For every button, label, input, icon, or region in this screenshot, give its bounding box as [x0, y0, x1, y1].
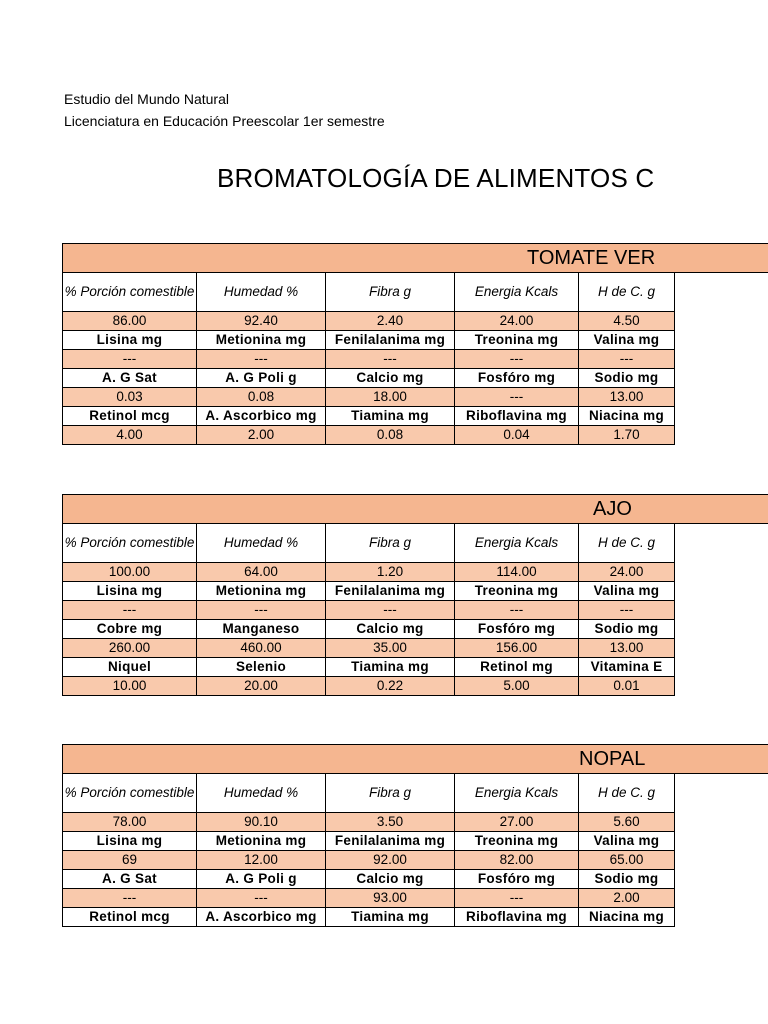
label-cell: Sodio mg — [579, 369, 675, 388]
empty-cell — [675, 851, 768, 870]
label-row — [63, 658, 768, 677]
value-cell: --- — [579, 350, 675, 369]
label-row — [63, 407, 768, 426]
value-cell: 18.00 — [326, 388, 455, 407]
value-cell: 260.00 — [63, 639, 197, 658]
value-cell: 65.00 — [579, 851, 675, 870]
label-cell: Selenio — [197, 658, 326, 677]
label-cell: % Porción comestible — [63, 774, 197, 813]
empty-cell — [675, 601, 768, 620]
label-row — [63, 331, 768, 350]
empty-cell — [675, 524, 768, 563]
value-cell: 2.00 — [579, 889, 675, 908]
value-row — [63, 312, 768, 331]
empty-cell — [675, 908, 768, 927]
label-cell: Cobre mg — [63, 620, 197, 639]
label-cell: Calcio mg — [326, 870, 455, 889]
value-cell: --- — [455, 350, 579, 369]
label-cell: Metionina mg — [197, 832, 326, 851]
value-cell: 0.03 — [63, 388, 197, 407]
label-cell: Fenilalanima mg — [326, 832, 455, 851]
label-cell: Fosfóro mg — [455, 620, 579, 639]
label-row — [63, 369, 768, 388]
label-cell: A. Ascorbico mg — [197, 407, 326, 426]
label-cell: Riboflavina mg — [455, 908, 579, 927]
label-row — [63, 908, 768, 927]
label-cell: % Porción comestible — [63, 524, 197, 563]
label-cell: Treonina mg — [455, 582, 579, 601]
value-row — [63, 639, 768, 658]
label-cell: Treonina mg — [455, 331, 579, 350]
value-cell: 82.00 — [455, 851, 579, 870]
value-cell: --- — [326, 350, 455, 369]
label-cell: Fibra g — [326, 524, 455, 563]
label-cell: Treonina mg — [455, 832, 579, 851]
empty-cell — [675, 273, 768, 312]
header-row — [63, 524, 768, 563]
empty-cell — [675, 620, 768, 639]
value-cell: 93.00 — [326, 889, 455, 908]
empty-cell — [675, 563, 768, 582]
empty-cell — [675, 312, 768, 331]
label-cell: Tiamina mg — [326, 908, 455, 927]
label-cell: A. G Poli g — [197, 369, 326, 388]
value-cell: 3.50 — [326, 813, 455, 832]
empty-cell — [675, 658, 768, 677]
value-cell: 69 — [63, 851, 197, 870]
value-cell: --- — [63, 601, 197, 620]
label-row — [63, 870, 768, 889]
food-name: AJO — [593, 498, 632, 520]
label-cell: Humedad % — [197, 774, 326, 813]
label-cell: A. Ascorbico mg — [197, 908, 326, 927]
food-name-row — [63, 495, 768, 524]
value-cell: 1.20 — [326, 563, 455, 582]
food-name: NOPAL — [579, 748, 646, 770]
value-cell: 2.40 — [326, 312, 455, 331]
value-row — [63, 350, 768, 369]
empty-cell — [675, 331, 768, 350]
label-cell: Humedad % — [197, 524, 326, 563]
label-cell: Valina mg — [579, 582, 675, 601]
label-cell: Calcio mg — [326, 369, 455, 388]
label-cell: Sodio mg — [579, 620, 675, 639]
food-table-tomate — [62, 243, 768, 445]
label-cell: Calcio mg — [326, 620, 455, 639]
course-title: Estudio del Mundo Natural — [64, 91, 229, 107]
value-row — [63, 813, 768, 832]
value-cell: 0.01 — [579, 677, 675, 696]
value-cell: 64.00 — [197, 563, 326, 582]
value-cell: 92.40 — [197, 312, 326, 331]
empty-cell — [675, 813, 768, 832]
value-cell: 0.08 — [326, 426, 455, 445]
empty-cell — [675, 426, 768, 445]
empty-cell — [675, 388, 768, 407]
value-cell: 92.00 — [326, 851, 455, 870]
label-cell: Energia Kcals — [455, 774, 579, 813]
food-name-row — [63, 244, 768, 273]
empty-cell — [675, 889, 768, 908]
label-cell: Tiamina mg — [326, 658, 455, 677]
label-cell: % Porción comestible — [63, 273, 197, 312]
label-cell: Niquel — [63, 658, 197, 677]
label-cell: Energia Kcals — [455, 524, 579, 563]
value-cell: --- — [455, 601, 579, 620]
value-cell: 12.00 — [197, 851, 326, 870]
value-cell: 460.00 — [197, 639, 326, 658]
empty-cell — [675, 832, 768, 851]
value-cell: 4.50 — [579, 312, 675, 331]
value-cell: --- — [455, 388, 579, 407]
label-cell: Lisina mg — [63, 832, 197, 851]
label-cell: Niacina mg — [579, 407, 675, 426]
header-row — [63, 774, 768, 813]
label-cell: Vitamina E — [579, 658, 675, 677]
label-cell: Niacina mg — [579, 908, 675, 927]
value-cell: 78.00 — [63, 813, 197, 832]
label-cell: H de C. g — [579, 524, 675, 563]
value-cell: --- — [63, 889, 197, 908]
value-cell: --- — [63, 350, 197, 369]
label-cell: Lisina mg — [63, 331, 197, 350]
food-table-nopal — [62, 744, 768, 927]
label-cell: Energia Kcals — [455, 273, 579, 312]
empty-cell — [675, 407, 768, 426]
label-row — [63, 620, 768, 639]
label-cell: Metionina mg — [197, 331, 326, 350]
value-cell: --- — [326, 601, 455, 620]
value-row — [63, 426, 768, 445]
value-cell: 156.00 — [455, 639, 579, 658]
label-cell: Humedad % — [197, 273, 326, 312]
label-cell: Fibra g — [326, 774, 455, 813]
label-cell: Retinol mcg — [63, 407, 197, 426]
label-cell: Valina mg — [579, 832, 675, 851]
label-cell: A. G Sat — [63, 369, 197, 388]
value-cell: --- — [197, 889, 326, 908]
value-cell: 5.60 — [579, 813, 675, 832]
empty-cell — [675, 677, 768, 696]
label-cell: Metionina mg — [197, 582, 326, 601]
empty-cell — [675, 774, 768, 813]
page-title: BROMATOLOGÍA DE ALIMENTOS C — [217, 163, 655, 193]
value-cell: --- — [455, 889, 579, 908]
value-cell: 0.04 — [455, 426, 579, 445]
label-cell: H de C. g — [579, 774, 675, 813]
label-cell: Retinol mg — [455, 658, 579, 677]
food-name: TOMATE VER — [527, 247, 656, 269]
value-cell: 20.00 — [197, 677, 326, 696]
label-cell: Lisina mg — [63, 582, 197, 601]
value-cell: 114.00 — [455, 563, 579, 582]
value-row — [63, 601, 768, 620]
label-cell: Fosfóro mg — [455, 870, 579, 889]
value-cell: 13.00 — [579, 639, 675, 658]
empty-cell — [675, 870, 768, 889]
label-row — [63, 832, 768, 851]
empty-cell — [675, 350, 768, 369]
value-cell: --- — [579, 601, 675, 620]
value-cell: 0.22 — [326, 677, 455, 696]
empty-cell — [675, 639, 768, 658]
value-cell: 35.00 — [326, 639, 455, 658]
label-cell: Retinol mcg — [63, 908, 197, 927]
food-table-ajo — [62, 494, 768, 696]
label-cell: Valina mg — [579, 331, 675, 350]
empty-cell — [675, 582, 768, 601]
header-row — [63, 273, 768, 312]
value-row — [63, 851, 768, 870]
value-cell: 86.00 — [63, 312, 197, 331]
value-row — [63, 889, 768, 908]
label-row — [63, 582, 768, 601]
value-cell: 27.00 — [455, 813, 579, 832]
value-cell: --- — [197, 350, 326, 369]
label-cell: A. G Sat — [63, 870, 197, 889]
value-row — [63, 677, 768, 696]
label-cell: Fosfóro mg — [455, 369, 579, 388]
label-cell: Fibra g — [326, 273, 455, 312]
label-cell: A. G Poli g — [197, 870, 326, 889]
empty-cell — [675, 369, 768, 388]
value-cell: 5.00 — [455, 677, 579, 696]
value-cell: 24.00 — [579, 563, 675, 582]
value-row — [63, 563, 768, 582]
value-cell: 10.00 — [63, 677, 197, 696]
value-cell: 0.08 — [197, 388, 326, 407]
label-cell: Riboflavina mg — [455, 407, 579, 426]
label-cell: H de C. g — [579, 273, 675, 312]
label-cell: Fenilalanima mg — [326, 331, 455, 350]
value-cell: 2.00 — [197, 426, 326, 445]
value-cell: 13.00 — [579, 388, 675, 407]
value-cell: 90.10 — [197, 813, 326, 832]
value-cell: 4.00 — [63, 426, 197, 445]
program-subtitle: Licenciatura en Educación Preescolar 1er semestre — [64, 113, 385, 129]
value-cell: 100.00 — [63, 563, 197, 582]
label-cell: Tiamina mg — [326, 407, 455, 426]
value-cell: 24.00 — [455, 312, 579, 331]
food-name-row — [63, 745, 768, 774]
value-cell: 1.70 — [579, 426, 675, 445]
label-cell: Sodio mg — [579, 870, 675, 889]
label-cell: Fenilalanima mg — [326, 582, 455, 601]
value-row — [63, 388, 768, 407]
value-cell: --- — [197, 601, 326, 620]
label-cell: Manganeso — [197, 620, 326, 639]
